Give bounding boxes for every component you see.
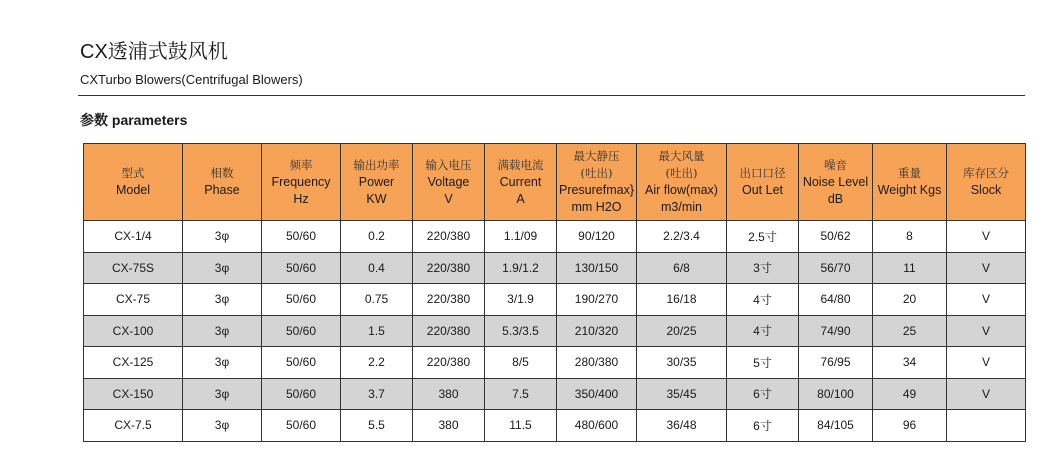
- stock-cell: V: [947, 347, 1026, 379]
- stock-cell: V: [947, 315, 1026, 347]
- current-cell: 5.3/3.5: [485, 315, 557, 347]
- stock-cell: V: [947, 252, 1026, 284]
- voltage-cell: 380: [413, 378, 485, 410]
- noise-cell: 84/105: [799, 410, 873, 442]
- airflow-cell: 16/18: [637, 284, 727, 316]
- airflow-cell: 30/35: [637, 347, 727, 379]
- noise-cell: 64/80: [799, 284, 873, 316]
- power-cell: 0.2: [341, 221, 413, 253]
- noise-cell: 76/95: [799, 347, 873, 379]
- phase-cell: 3φ: [183, 284, 262, 316]
- power-cell: 0.4: [341, 252, 413, 284]
- airflow-cell: 35/45: [637, 378, 727, 410]
- header-max-pressure: 最大静压 (吐出) Presurefmax} mm H2O: [557, 144, 637, 221]
- weight-cell: 49: [873, 378, 947, 410]
- model-cell: CX-100: [84, 315, 183, 347]
- power-cell: 3.7: [341, 378, 413, 410]
- model-cell: CX-75: [84, 284, 183, 316]
- phase-cell: 3φ: [183, 347, 262, 379]
- outlet-cell: 2.5寸: [727, 221, 799, 253]
- outlet-cell: 4寸: [727, 315, 799, 347]
- voltage-cell: 220/380: [413, 315, 485, 347]
- current-cell: 1.9/1.2: [485, 252, 557, 284]
- weight-cell: 11: [873, 252, 947, 284]
- header-current: 满载电流 Current A: [485, 144, 557, 221]
- pressure-cell: 210/320: [557, 315, 637, 347]
- phase-cell: 3φ: [183, 315, 262, 347]
- stock-cell: V: [947, 221, 1026, 253]
- phase-cell: 3φ: [183, 252, 262, 284]
- stock-cell: V: [947, 284, 1026, 316]
- phase-cell: 3φ: [183, 378, 262, 410]
- title-divider: [78, 95, 1025, 96]
- model-cell: CX-150: [84, 378, 183, 410]
- power-cell: 2.2: [341, 347, 413, 379]
- airflow-cell: 6/8: [637, 252, 727, 284]
- current-cell: 1.1/09: [485, 221, 557, 253]
- header-model: 型式 Model: [84, 144, 183, 221]
- power-cell: 0.75: [341, 284, 413, 316]
- voltage-cell: 220/380: [413, 252, 485, 284]
- weight-cell: 96: [873, 410, 947, 442]
- model-cell: CX-1/4: [84, 221, 183, 253]
- frequency-cell: 50/60: [262, 221, 341, 253]
- header-frequency: 频率 Frequency Hz: [262, 144, 341, 221]
- outlet-cell: 3寸: [727, 252, 799, 284]
- weight-cell: 20: [873, 284, 947, 316]
- table-row: [84, 410, 1026, 442]
- pressure-cell: 130/150: [557, 252, 637, 284]
- table-row: [84, 221, 1026, 253]
- header-voltage: 输入电压 Voltage V: [413, 144, 485, 221]
- noise-cell: 74/90: [799, 315, 873, 347]
- table-body: [84, 221, 1026, 442]
- frequency-cell: 50/60: [262, 410, 341, 442]
- section-heading: 参数 parameters: [80, 112, 188, 128]
- header-max-airflow: 最大风量 (吐出) Air flow(max) m3/min: [637, 144, 727, 221]
- pressure-cell: 350/400: [557, 378, 637, 410]
- phase-cell: 3φ: [183, 410, 262, 442]
- outlet-cell: 4寸: [727, 284, 799, 316]
- page-subtitle: CXTurbo Blowers(Centrifugal Blowers): [80, 72, 303, 87]
- weight-cell: 25: [873, 315, 947, 347]
- table-row: [84, 252, 1026, 284]
- page-title: CX透浦式鼓风机: [80, 41, 228, 63]
- voltage-cell: 220/380: [413, 347, 485, 379]
- model-cell: CX-75S: [84, 252, 183, 284]
- outlet-cell: 5寸: [727, 347, 799, 379]
- table-header-row: [84, 144, 1026, 221]
- power-cell: 1.5: [341, 315, 413, 347]
- table-row: [84, 284, 1026, 316]
- voltage-cell: 220/380: [413, 221, 485, 253]
- weight-cell: 34: [873, 347, 947, 379]
- outlet-cell: 6寸: [727, 410, 799, 442]
- header-phase: 相数 Phase: [183, 144, 262, 221]
- table-row: [84, 378, 1026, 410]
- pressure-cell: 480/600: [557, 410, 637, 442]
- airflow-cell: 36/48: [637, 410, 727, 442]
- header-weight: 重量 Weight Kgs: [873, 144, 947, 221]
- pressure-cell: 190/270: [557, 284, 637, 316]
- model-cell: CX-125: [84, 347, 183, 379]
- stock-cell: [947, 410, 1026, 442]
- current-cell: 3/1.9: [485, 284, 557, 316]
- parameters-table: [83, 143, 1026, 442]
- frequency-cell: 50/60: [262, 378, 341, 410]
- current-cell: 11.5: [485, 410, 557, 442]
- header-outlet: 出口口径 Out Let: [727, 144, 799, 221]
- outlet-cell: 6寸: [727, 378, 799, 410]
- noise-cell: 50/62: [799, 221, 873, 253]
- airflow-cell: 20/25: [637, 315, 727, 347]
- weight-cell: 8: [873, 221, 947, 253]
- noise-cell: 80/100: [799, 378, 873, 410]
- current-cell: 8/5: [485, 347, 557, 379]
- frequency-cell: 50/60: [262, 315, 341, 347]
- header-noise: 噪音 Noise Level dB: [799, 144, 873, 221]
- header-stock: 库存区分 Slock: [947, 144, 1026, 221]
- airflow-cell: 2.2/3.4: [637, 221, 727, 253]
- pressure-cell: 280/380: [557, 347, 637, 379]
- voltage-cell: 380: [413, 410, 485, 442]
- table-row: [84, 347, 1026, 379]
- pressure-cell: 90/120: [557, 221, 637, 253]
- noise-cell: 56/70: [799, 252, 873, 284]
- frequency-cell: 50/60: [262, 347, 341, 379]
- power-cell: 5.5: [341, 410, 413, 442]
- voltage-cell: 220/380: [413, 284, 485, 316]
- header-power: 输出功率 Power KW: [341, 144, 413, 221]
- model-cell: CX-7.5: [84, 410, 183, 442]
- frequency-cell: 50/60: [262, 252, 341, 284]
- stock-cell: V: [947, 378, 1026, 410]
- phase-cell: 3φ: [183, 221, 262, 253]
- table-row: [84, 315, 1026, 347]
- frequency-cell: 50/60: [262, 284, 341, 316]
- current-cell: 7.5: [485, 378, 557, 410]
